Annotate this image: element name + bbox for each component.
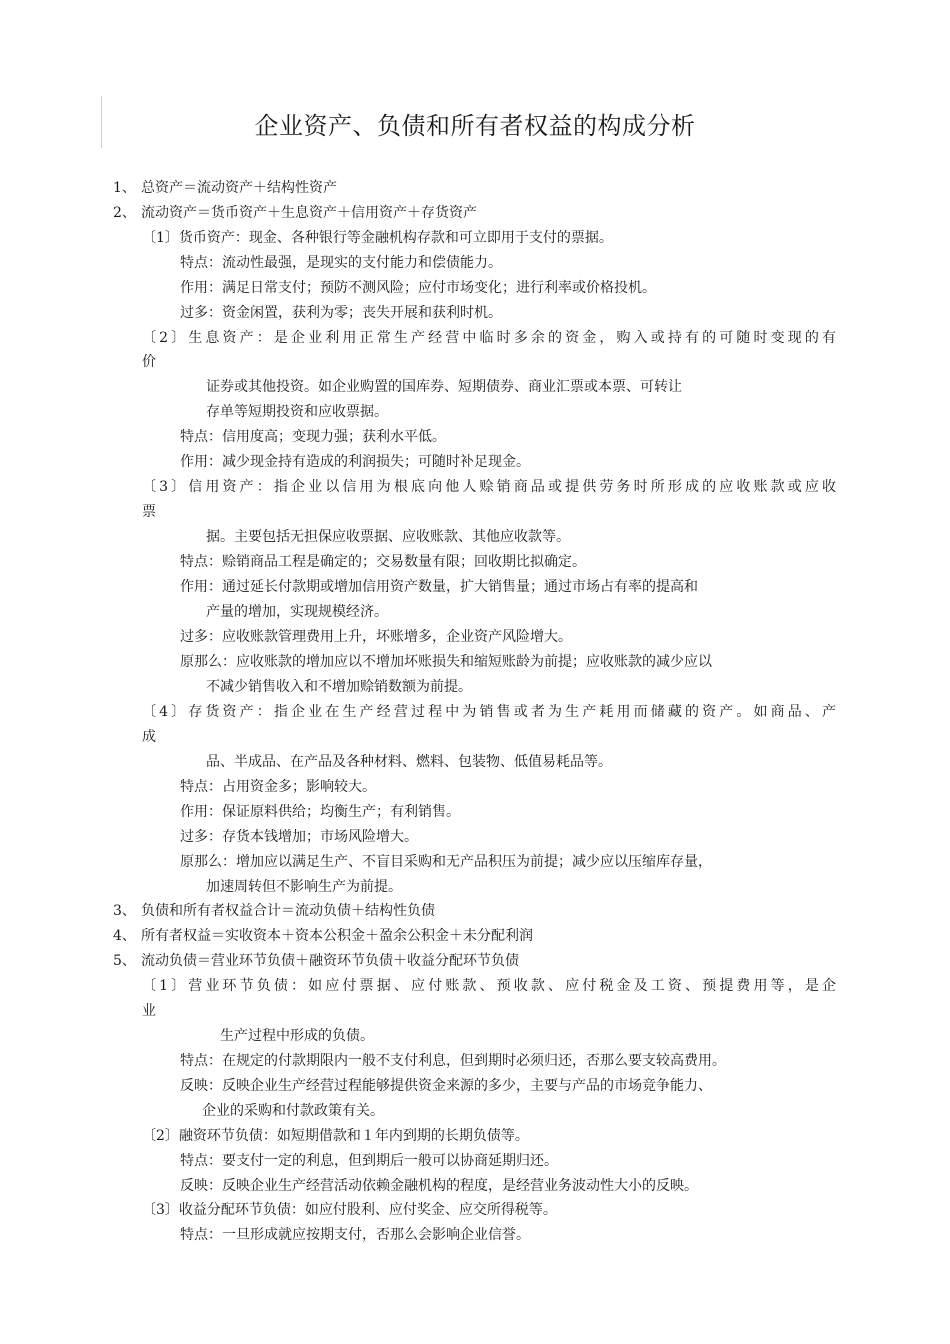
list-item-1 xyxy=(113,178,337,198)
financing-liability-reflect: 反映：反映企业生产经营活动依赖金融机构的程度，是经营业务波动性大小的反映。 xyxy=(180,1178,698,1194)
item-text: 流动负债＝营业环节负债＋融资环节负债＋收益分配环节负债 xyxy=(141,953,519,969)
interest-asset-use: 作用：减少现金持有造成的利润损失；可随时补足现金。 xyxy=(180,454,530,470)
interest-asset-trait: 特点：信用度高；变现力强；获利水平低。 xyxy=(180,429,446,445)
operating-liability-detail: 生产过程中形成的负债。 xyxy=(220,1028,374,1044)
inventory-asset-heading: 〔4〕存货资产：指企业在生产经营过程中为销售或者为生产耗用而储藏的资产。如商品、产 xyxy=(142,704,836,720)
list-item-2 xyxy=(113,203,477,223)
interest-asset-heading-wrap: 价 xyxy=(142,354,156,370)
inventory-asset-use: 作用：保证原料供给；均衡生产；有利销售。 xyxy=(180,804,460,820)
money-asset-excess: 过多：资金闲置，获利为零；丧失开展和获利时机。 xyxy=(180,305,502,321)
operating-liability-reflect-1: 反映：反映企业生产经营过程能够提供资金来源的多少，主要与产品的市场竞争能力、 xyxy=(180,1078,712,1094)
item-number: 4、 xyxy=(113,928,136,944)
credit-asset-detail: 据。主要包括无担保应收票据、应收账款、其他应收款等。 xyxy=(206,529,570,545)
item-number: 2、 xyxy=(113,205,136,221)
item-text: 所有者权益＝实收资本＋资本公积金＋盈余公积金＋未分配利润 xyxy=(141,928,533,944)
credit-asset-trait: 特点：赊销商品工程是确定的；交易数量有限；回收期比拟确定。 xyxy=(180,554,586,570)
item-text: 总资产＝流动资产＋结构性资产 xyxy=(141,180,337,196)
credit-asset-heading-wrap: 票 xyxy=(142,504,156,520)
interest-asset-detail-1: 证券或其他投资。如企业购置的国库券、短期债券、商业汇票或本票、可转让 xyxy=(206,379,682,395)
credit-asset-rule-2: 不减少销售收入和不增加赊销数额为前提。 xyxy=(206,679,472,695)
inventory-asset-heading-wrap: 成 xyxy=(142,729,156,745)
inventory-asset-rule-2: 加速周转但不影响生产为前提。 xyxy=(206,879,402,895)
credit-asset-rule-1: 原那么：应收账款的增加应以不增加坏账损失和缩短账龄为前提；应收账款的减少应以 xyxy=(180,654,712,670)
money-asset-heading: 〔1〕货币资产：现金、各种银行等金融机构存款和可立即用于支付的票据。 xyxy=(142,230,613,246)
list-item-5 xyxy=(113,951,519,971)
item-text: 流动资产＝货币资产＋生息资产＋信用资产＋存货资产 xyxy=(141,205,477,221)
interest-asset-detail-2: 存单等短期投资和应收票据。 xyxy=(206,404,388,420)
item-number: 5、 xyxy=(113,953,136,969)
financing-liability-trait: 特点：要支付一定的利息，但到期后一般可以协商延期归还。 xyxy=(180,1153,558,1169)
list-item-3 xyxy=(113,901,435,921)
inventory-asset-trait: 特点：占用资金多；影响较大。 xyxy=(180,779,376,795)
distribution-liability-heading: 〔3〕收益分配环节负债：如应付股利、应付奖金、应交所得税等。 xyxy=(142,1202,557,1218)
inventory-asset-rule-1: 原那么：增加应以满足生产、不盲目采购和无产品积压为前提；减少应以压缩库存量， xyxy=(180,854,712,870)
item-text: 负债和所有者权益合计＝流动负债＋结构性负债 xyxy=(141,903,435,919)
credit-asset-use-1: 作用：通过延长付款期或增加信用资产数量，扩大销售量；通过市场占有率的提高和 xyxy=(180,579,698,595)
operating-liability-reflect-2: 企业的采购和付款政策有关。 xyxy=(202,1103,384,1119)
distribution-liability-trait: 特点：一旦形成就应按期支付，否那么会影响企业信誉。 xyxy=(180,1227,530,1243)
credit-asset-use-2: 产量的增加，实现规模经济。 xyxy=(206,604,388,620)
page-title: 企业资产、负债和所有者权益的构成分析 xyxy=(254,112,696,140)
list-item-4 xyxy=(113,926,533,946)
financing-liability-heading: 〔2〕融资环节负债：如短期借款和１年内到期的长期负债等。 xyxy=(142,1128,529,1144)
interest-asset-heading: 〔2〕生息资产：是企业利用正常生产经营中临时多余的资金，购入或持有的可随时变现的有 xyxy=(142,330,836,346)
credit-asset-excess: 过多：应收账款管理费用上升，坏账增多，企业资产风险增大。 xyxy=(180,629,572,645)
money-asset-trait: 特点：流动性最强，是现实的支付能力和偿债能力。 xyxy=(180,255,502,271)
inventory-asset-excess: 过多：存货本钱增加；市场风险增大。 xyxy=(180,829,418,845)
operating-liability-heading: 〔1〕营业环节负债：如应付票据、应付账款、预收款、应付税金及工资、预提费用等，是企 xyxy=(142,978,836,994)
item-number: 3、 xyxy=(113,903,136,919)
item-number: 1、 xyxy=(113,180,136,196)
operating-liability-trait: 特点：在规定的付款期限内一般不支付利息，但到期时必须归还，否那么要支较高费用。 xyxy=(180,1053,726,1069)
operating-liability-heading-wrap: 业 xyxy=(142,1003,156,1019)
money-asset-use: 作用：满足日常支付；预防不测风险；应付市场变化；进行利率或价格投机。 xyxy=(180,280,656,296)
credit-asset-heading: 〔3〕信用资产：指企业以信用为根底向他人赊销商品或提供劳务时所形成的应收账款或应收 xyxy=(142,479,836,495)
inventory-asset-detail: 品、半成品、在产品及各种材料、燃料、包装物、低值易耗品等。 xyxy=(206,754,612,770)
